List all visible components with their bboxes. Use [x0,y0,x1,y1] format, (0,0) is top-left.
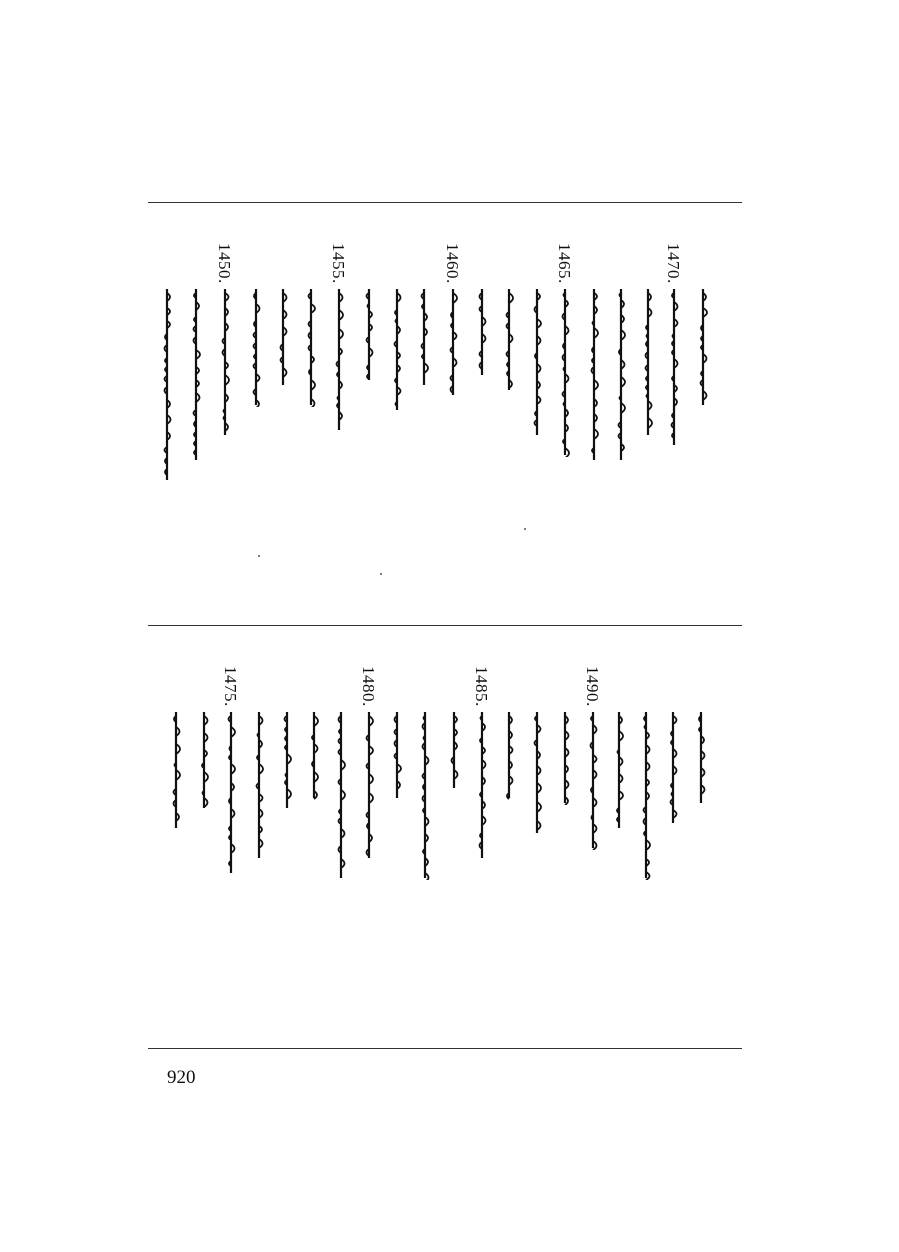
text-column [443,626,465,1026]
line-number: 1475. [221,666,240,707]
script-text [473,287,491,377]
line-number: 1450. [215,243,234,284]
script-text [584,710,602,850]
text-column [442,203,464,603]
text-column [663,203,685,603]
text-column [471,203,493,603]
vertical-script-line [360,287,378,382]
text-column [248,626,270,1026]
script-text [473,710,491,860]
line-number: 1470. [664,243,683,284]
vertical-script-line [556,287,574,457]
text-column [386,626,408,1026]
text-column [300,203,322,603]
text-column [414,626,436,1026]
text-column [156,203,178,603]
text-column [272,203,294,603]
text-column [214,203,236,603]
text-column [276,626,298,1026]
vertical-script-line [222,710,240,875]
vertical-script-line [445,710,463,790]
text-column [662,626,684,1026]
vertical-script-line [610,710,628,830]
script-text [330,287,348,432]
text-column [610,203,632,603]
script-text [332,710,350,880]
script-text [305,710,323,800]
text-column [185,203,207,603]
script-text [612,287,630,462]
vertical-script-line [528,710,546,835]
text-column [690,626,712,1026]
vertical-script-line [444,287,462,397]
vertical-script-line [637,710,655,880]
text-column [471,626,493,1026]
script-text [360,710,378,860]
script-text [302,287,320,407]
script-text [665,287,683,447]
script-text [278,710,296,810]
vertical-script-line [585,287,603,462]
script-text [556,710,574,805]
vertical-script-line [584,710,602,850]
script-text [222,710,240,875]
vertical-script-line [528,287,546,437]
vertical-script-line [416,710,434,880]
script-text [500,710,518,800]
line-number: 1485. [472,666,491,707]
text-column [526,203,548,603]
text-column [582,626,604,1026]
vertical-script-line [330,287,348,432]
vertical-script-line [692,710,710,805]
script-text [247,287,265,407]
line-number: 1490. [583,666,602,707]
text-column [554,626,576,1026]
line-number: 1480. [359,666,378,707]
top-text-panel [148,203,742,624]
text-column [637,203,659,603]
script-text [500,287,518,392]
text-column [554,203,576,603]
text-column [358,203,380,603]
vertical-script-line [500,287,518,392]
line-number: 1465. [555,243,574,284]
vertical-script-line [305,710,323,800]
script-text [444,287,462,397]
page-number: 920 [167,1067,196,1088]
vertical-script-line [167,710,185,830]
text-column [330,626,352,1026]
script-text [610,710,628,830]
text-column [608,626,630,1026]
script-text [694,287,712,407]
vertical-script-line [415,287,433,387]
vertical-script-line [388,710,406,800]
vertical-script-line [612,287,630,462]
text-column [165,626,187,1026]
text-column [498,203,520,603]
script-text [416,710,434,880]
vertical-script-line [694,287,712,407]
script-text [195,710,213,810]
script-text [250,710,268,860]
script-text [187,287,205,462]
vertical-script-line [274,287,292,387]
vertical-script-line [278,710,296,810]
script-text [585,287,603,462]
vertical-script-line [360,710,378,860]
script-text [158,287,176,482]
vertical-script-line [216,287,234,437]
text-column [328,203,350,603]
script-text [637,710,655,880]
text-column [386,203,408,603]
vertical-script-line [388,287,406,412]
speck-mark [380,573,382,575]
vertical-script-line [639,287,657,437]
script-text [528,710,546,835]
vertical-script-line [250,710,268,860]
vertical-script-line [500,710,518,800]
vertical-script-line [332,710,350,880]
script-text [692,710,710,805]
script-text [167,710,185,830]
line-number: 1460. [443,243,462,284]
script-text [216,287,234,437]
script-text [415,287,433,387]
text-column [220,626,242,1026]
text-column [413,203,435,603]
script-text [274,287,292,387]
script-text [556,287,574,457]
script-text [388,710,406,800]
text-column [498,626,520,1026]
script-text [360,287,378,382]
script-text [445,710,463,790]
vertical-script-line [158,287,176,482]
vertical-script-line [473,710,491,860]
bottom-text-panel [148,626,742,1047]
text-column [193,626,215,1026]
vertical-script-line [247,287,265,407]
vertical-script-line [664,710,682,825]
text-column [245,203,267,603]
text-column [358,626,380,1026]
vertical-script-line [187,287,205,462]
script-text [664,710,682,825]
text-column [303,626,325,1026]
vertical-script-line [195,710,213,810]
bottom-rule [148,1048,742,1049]
vertical-script-line [556,710,574,805]
text-column [635,626,657,1026]
script-text [639,287,657,437]
vertical-script-line [302,287,320,407]
vertical-script-line [665,287,683,447]
text-column [692,203,714,603]
text-column [526,626,548,1026]
vertical-script-line [473,287,491,377]
script-text [388,287,406,412]
text-column [583,203,605,603]
script-text [528,287,546,437]
line-number: 1455. [329,243,348,284]
